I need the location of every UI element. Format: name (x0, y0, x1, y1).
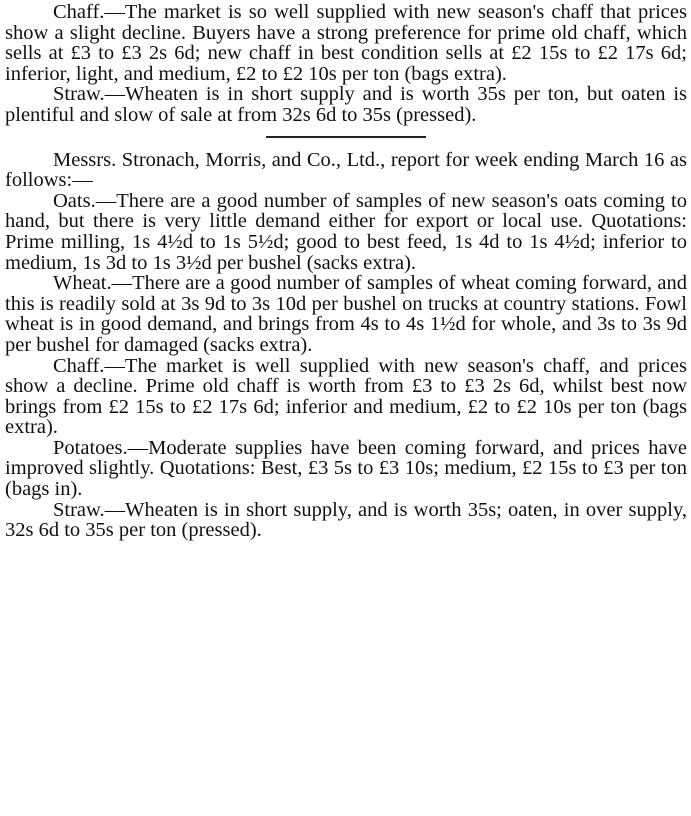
straw-paragraph: Straw.—Wheaten is in short supply and is worth 35s per ton, but oaten is plentiful and slow of sale at from 32s 6d to 35s (pressed). (5, 83, 687, 126)
chaff-paragraph-2: Chaff.—The market is well supplied with new season's chaff, and prices show a decline. Prime old chaff is worth from £3 to £3 2s 6d, whilst best now brings from £2 15s to £2 17s 6d; inferior and medium, £2 to £2 10s per ton (bags extra). (5, 354, 687, 439)
chaff-paragraph: Chaff.—The market is so well supplied with new season's chaff that prices show a slight decline. Buyers have a strong preference for prime old chaff, which sells at £3 to £3 2s 6d; new chaff in best condition sells at £2 15s to £2 17s 6d; inferior, light, and medium, £2 to £2 10s per ton (bags extra). (5, 1, 687, 85)
market-report-section-1 (5, 0, 687, 126)
oats-paragraph: Oats.—There are a good number of samples of new season's oats coming to hand, but there is very little demand either for export or local use. Quotations: Prime milling, 1s 4½d to 1s 5½d; good to best feed, 1s 4d to 1s 4½d; inferior to medium, 1s 3d to 1s 3½d per bushel (sacks extra). (5, 189, 687, 274)
report-intro: Messrs. Stronach, Morris, and Co., Ltd., report for week ending March 16 as follows:— (5, 148, 687, 192)
straw-paragraph-2: Straw.—Wheaten is in short supply, and is worth 35s; oaten, in over supply, 32s 6d to 35s per ton (pressed). (5, 498, 687, 542)
stronach-morris-report (5, 150, 687, 541)
wheat-paragraph: Wheat.—There are a good number of samples of wheat coming forward, and this is readily sold at 3s 9d to 3s 10d per bushel on trucks at country stations. Fowl wheat is in good demand, and brings from 4s to 4s 1½d for whole, and 3s to 3s 9d per bushel for damaged (sacks extra). (5, 272, 687, 356)
potatoes-paragraph: Potatoes.—Moderate supplies have been coming forward, and prices have improved slightly. Quotations: Best, £3 5s to £3 10s; medium, £2 15s to £3 per ton (bags in). (5, 436, 687, 501)
section-divider (266, 136, 426, 138)
